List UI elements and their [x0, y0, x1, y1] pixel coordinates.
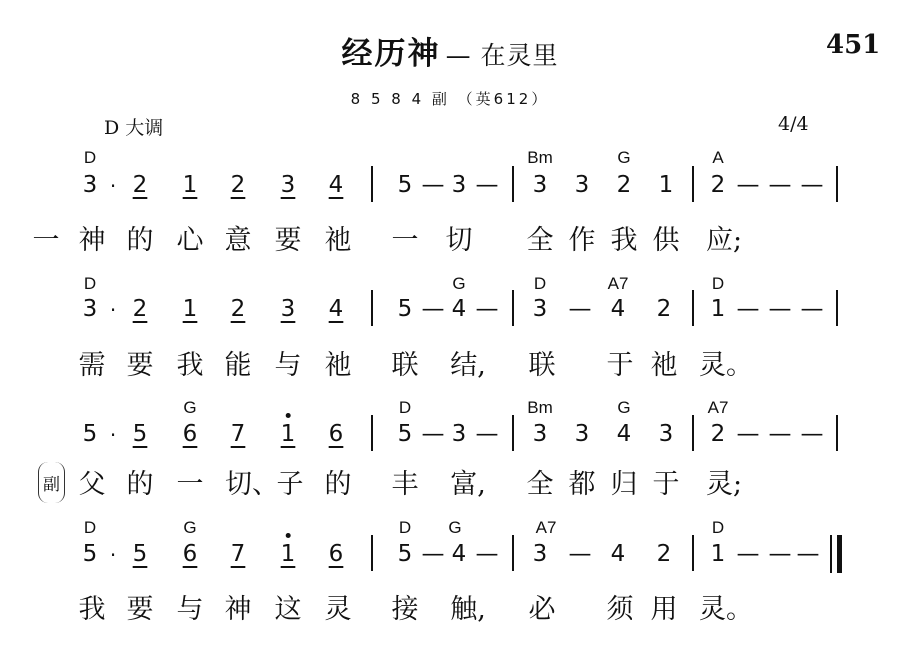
chord: G [183, 518, 197, 537]
chord: D [398, 398, 412, 417]
lyric: 接 [391, 594, 419, 625]
chord: G [452, 274, 466, 293]
lyric: 子 [276, 469, 304, 500]
dash: — [568, 541, 592, 567]
lyric: 供 [652, 225, 680, 256]
lyric: 全 [526, 469, 554, 500]
lyric: 应; [705, 225, 743, 256]
lyric: 丰 [391, 469, 419, 500]
chord: Bm [527, 398, 553, 417]
dash: — [475, 296, 499, 322]
note: 3 [280, 296, 296, 322]
lyric: 与 [274, 350, 302, 381]
lyric: 用 [650, 594, 678, 625]
lyric: 意 [224, 225, 252, 256]
lyric: 一 [391, 225, 419, 256]
note: 7 [230, 541, 246, 567]
chord: A [712, 148, 724, 167]
chord: D [533, 274, 547, 293]
bar-line [836, 415, 838, 451]
dash: — [768, 296, 792, 322]
note: 6 [182, 541, 198, 567]
bar-line [512, 535, 514, 571]
note: 3 [451, 172, 467, 198]
note: 1 [182, 296, 198, 322]
lyric: 神 [224, 594, 252, 625]
bar-line [692, 535, 694, 571]
lyric: 联 [391, 350, 419, 381]
lyric: 一 [32, 225, 60, 256]
note: 3 [574, 421, 590, 447]
dash: — [421, 541, 445, 567]
lyric: 的 [126, 469, 154, 500]
hymn-number: 451 [826, 30, 881, 60]
chord: D [83, 518, 97, 537]
lyric: 一 [176, 469, 204, 500]
lyric: 灵; [705, 469, 743, 500]
lyric: 与 [176, 594, 204, 625]
chord: G [617, 398, 631, 417]
bar-line [371, 415, 373, 451]
note: 4 [610, 541, 626, 567]
chord: D [83, 148, 97, 167]
chord: G [183, 398, 197, 417]
final-bar-thick [837, 535, 842, 573]
note: 1 [710, 541, 726, 567]
bar-line [692, 415, 694, 451]
note: 5 [397, 296, 413, 322]
dot: · [109, 298, 117, 322]
lyric: 须 [606, 594, 634, 625]
lyric: 全 [526, 225, 554, 256]
lyric: 触, [450, 594, 486, 625]
dot: · [109, 423, 117, 447]
lyric: 于 [652, 469, 680, 500]
lyric: 要 [126, 594, 154, 625]
note: 2 [656, 541, 672, 567]
note: 3 [451, 421, 467, 447]
lyric: 结, [450, 350, 486, 381]
note: 3 [532, 296, 548, 322]
lyric: 切、 [225, 469, 279, 500]
chord: G [617, 148, 631, 167]
dash: — [736, 296, 760, 322]
note: 2 [132, 172, 148, 198]
lyric: 我 [78, 594, 106, 625]
dash: — [800, 296, 824, 322]
dot: · [109, 543, 117, 567]
note: 2 [230, 172, 246, 198]
lyric: 祂 [324, 225, 352, 256]
dash: — [736, 172, 760, 198]
lyric: 这 [274, 594, 302, 625]
lyric: 灵。 [699, 594, 753, 625]
bar-line [512, 415, 514, 451]
chord: D [83, 274, 97, 293]
dash: — [768, 172, 792, 198]
lyric: 神 [78, 225, 106, 256]
note: 3 [532, 421, 548, 447]
note: 2 [710, 421, 726, 447]
lyric: 于 [606, 350, 634, 381]
bar-line [692, 166, 694, 202]
lyric: 要 [126, 350, 154, 381]
hymn-title [0, 28, 900, 73]
note-high: 1 [281, 543, 296, 566]
lyric: 我 [176, 350, 204, 381]
bar-line [512, 290, 514, 326]
lyric: 都 [568, 469, 596, 500]
note: 4 [451, 541, 467, 567]
note: 3 [82, 296, 98, 322]
chord: D [398, 518, 412, 537]
lyric: 需 [78, 350, 106, 381]
note: 3 [532, 172, 548, 198]
meter-line: 8 5 8 4 副 （英612） [350, 90, 550, 108]
lyric: 要 [274, 225, 302, 256]
note: 5 [397, 421, 413, 447]
note: 4 [616, 421, 632, 447]
note: 6 [182, 421, 198, 447]
note: 5 [82, 541, 98, 567]
chord: A7 [535, 518, 557, 537]
note: 5 [397, 172, 413, 198]
lyric: 切 [445, 225, 473, 256]
dash: — [475, 421, 499, 447]
dash: — [800, 172, 824, 198]
lyric: 归 [610, 469, 638, 500]
dash: — [768, 541, 792, 567]
bar-line [371, 166, 373, 202]
dash: — [800, 421, 824, 447]
bar-line [512, 166, 514, 202]
dash: — [475, 172, 499, 198]
title-subtitle: — 在灵里 [445, 41, 559, 70]
lyric: 的 [324, 469, 352, 500]
note: 3 [532, 541, 548, 567]
lyric: 联 [528, 350, 556, 381]
note: 6 [328, 421, 344, 447]
note: 4 [328, 296, 344, 322]
lyric: 祂 [650, 350, 678, 381]
note: 2 [616, 172, 632, 198]
lyric: 能 [224, 350, 252, 381]
note: 3 [82, 172, 98, 198]
dash: — [736, 541, 760, 567]
note: 2 [230, 296, 246, 322]
final-bar-thin [830, 535, 832, 573]
dash: — [475, 541, 499, 567]
bar-line [371, 290, 373, 326]
dash: — [421, 296, 445, 322]
key-signature: D 大调 [104, 117, 164, 139]
lyric: 灵。 [699, 350, 753, 381]
note: 3 [280, 172, 296, 198]
chord: D [711, 518, 725, 537]
note: 5 [132, 421, 148, 447]
chord: A7 [607, 274, 629, 293]
dot: · [109, 174, 117, 198]
lyric: 的 [126, 225, 154, 256]
note: 4 [610, 296, 626, 322]
lyric: 我 [610, 225, 638, 256]
note: 7 [230, 421, 246, 447]
chord: G [448, 518, 462, 537]
dash: — [421, 421, 445, 447]
note: 4 [451, 296, 467, 322]
lyric: 父 [78, 469, 106, 500]
note: 1 [658, 172, 674, 198]
note: 2 [656, 296, 672, 322]
lyric: 心 [176, 225, 204, 256]
dash: — [736, 421, 760, 447]
bar-line [836, 166, 838, 202]
bar-line [371, 535, 373, 571]
note: 1 [182, 172, 198, 198]
dash: — [421, 172, 445, 198]
note: 2 [132, 296, 148, 322]
note: 5 [132, 541, 148, 567]
lyric: 作 [568, 225, 596, 256]
note: 1 [710, 296, 726, 322]
lyric: 必 [528, 594, 556, 625]
note-high: 1 [281, 423, 296, 446]
time-signature: 4/4 [778, 113, 809, 135]
note: 6 [328, 541, 344, 567]
chorus-marker: 副 [38, 462, 65, 503]
dash: — [568, 296, 592, 322]
title-main: 经历神 [341, 36, 441, 72]
note: 3 [658, 421, 674, 447]
note: 5 [82, 421, 98, 447]
lyric: 富, [450, 469, 486, 500]
note: 4 [328, 172, 344, 198]
note: 5 [397, 541, 413, 567]
chord: D [711, 274, 725, 293]
note: 2 [710, 172, 726, 198]
bar-line [836, 290, 838, 326]
lyric: 祂 [324, 350, 352, 381]
chord: Bm [527, 148, 553, 167]
dash: — [768, 421, 792, 447]
note: 3 [574, 172, 590, 198]
chord: A7 [707, 398, 729, 417]
dash: — [796, 541, 820, 567]
lyric: 灵 [324, 594, 352, 625]
bar-line [692, 290, 694, 326]
